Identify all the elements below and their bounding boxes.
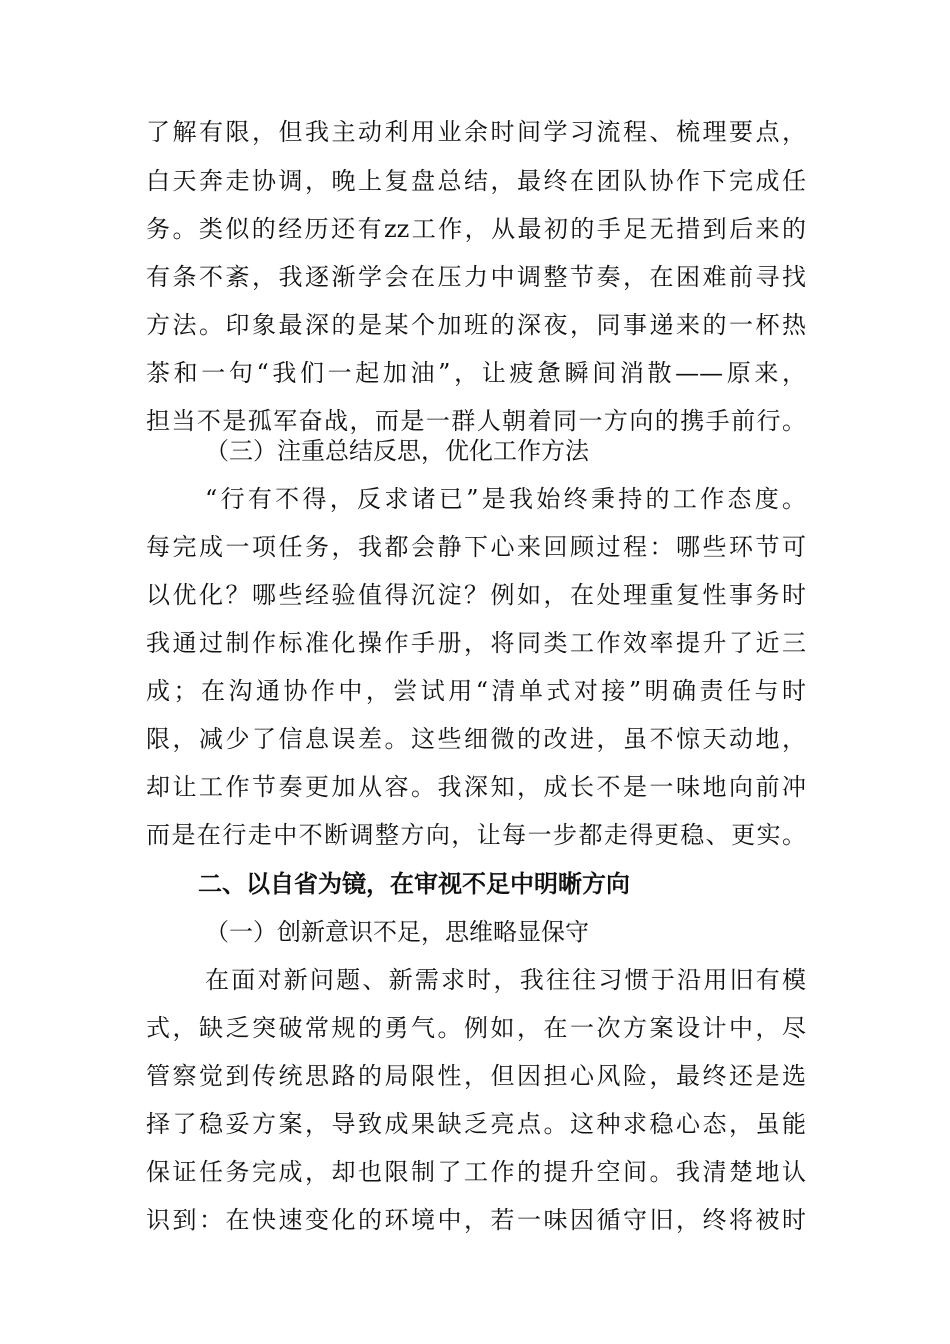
- paragraph-line: 而是在行走中不断调整方向，让每一步都走得更稳、更实。: [146, 821, 806, 849]
- paragraph-line: 限，减少了信息误差。这些细微的改进，虽不惊天动地，: [146, 725, 806, 753]
- paragraph-line: 成；在沟通协作中，尝试用“清单式对接”明确责任与时: [146, 677, 806, 705]
- paragraph-line: 识到：在快速变化的环境中，若一味因循守旧，终将被时: [146, 1206, 806, 1234]
- paragraph-line: 方法。印象最深的是某个加班的深夜，同事递来的一杯热: [146, 311, 806, 339]
- section-heading: 二、以自省为镜，在审视不足中明晰方向: [198, 870, 630, 898]
- paragraph-line: 式，缺乏突破常规的勇气。例如，在一次方案设计中，尽: [146, 1014, 806, 1042]
- paragraph-line: “行有不得，反求诸已”是我始终秉持的工作态度。: [205, 485, 806, 513]
- paragraph-line: 我通过制作标准化操作手册，将同类工作效率提升了近三: [146, 629, 806, 657]
- paragraph-line: 有条不紊，我逐渐学会在压力中调整节奏，在困难前寻找: [146, 263, 806, 291]
- subsection-heading: （三）注重总结反思，优化工作方法: [205, 437, 589, 465]
- paragraph-line: 了解有限，但我主动利用业余时间学习流程、梳理要点，: [146, 118, 806, 146]
- paragraph-line: 以优化？哪些经验值得沉淀？例如，在处理重复性事务时: [146, 581, 806, 609]
- paragraph-line: 择了稳妥方案，导致成果缺乏亮点。这种求稳心态，虽能: [146, 1110, 806, 1138]
- paragraph-line: 在面对新问题、新需求时，我往往习惯于沿用旧有模: [205, 966, 806, 994]
- paragraph-line: 白天奔走协调，晚上复盘总结，最终在团队协作下完成任: [146, 167, 806, 195]
- subsection-heading: （一）创新意识不足，思维略显保守: [205, 918, 589, 946]
- paragraph-line: 却让工作节奏更加从容。我深知，成长不是一味地向前冲: [146, 773, 806, 801]
- paragraph-line: 茶和一句“我们一起加油”，让疲惫瞬间消散——原来，: [146, 359, 806, 387]
- paragraph-line: 担当不是孤军奋战，而是一群人朝着同一方向的携手前行。: [146, 407, 806, 435]
- paragraph-line: 管察觉到传统思路的局限性，但因担心风险，最终还是选: [146, 1062, 806, 1090]
- paragraph-line: 务。类似的经历还有zz工作，从最初的手足无措到后来的: [146, 215, 806, 243]
- paragraph-line: 保证任务完成，却也限制了工作的提升空间。我清楚地认: [146, 1158, 806, 1186]
- paragraph-line: 每完成一项任务，我都会静下心来回顾过程：哪些环节可: [146, 533, 806, 561]
